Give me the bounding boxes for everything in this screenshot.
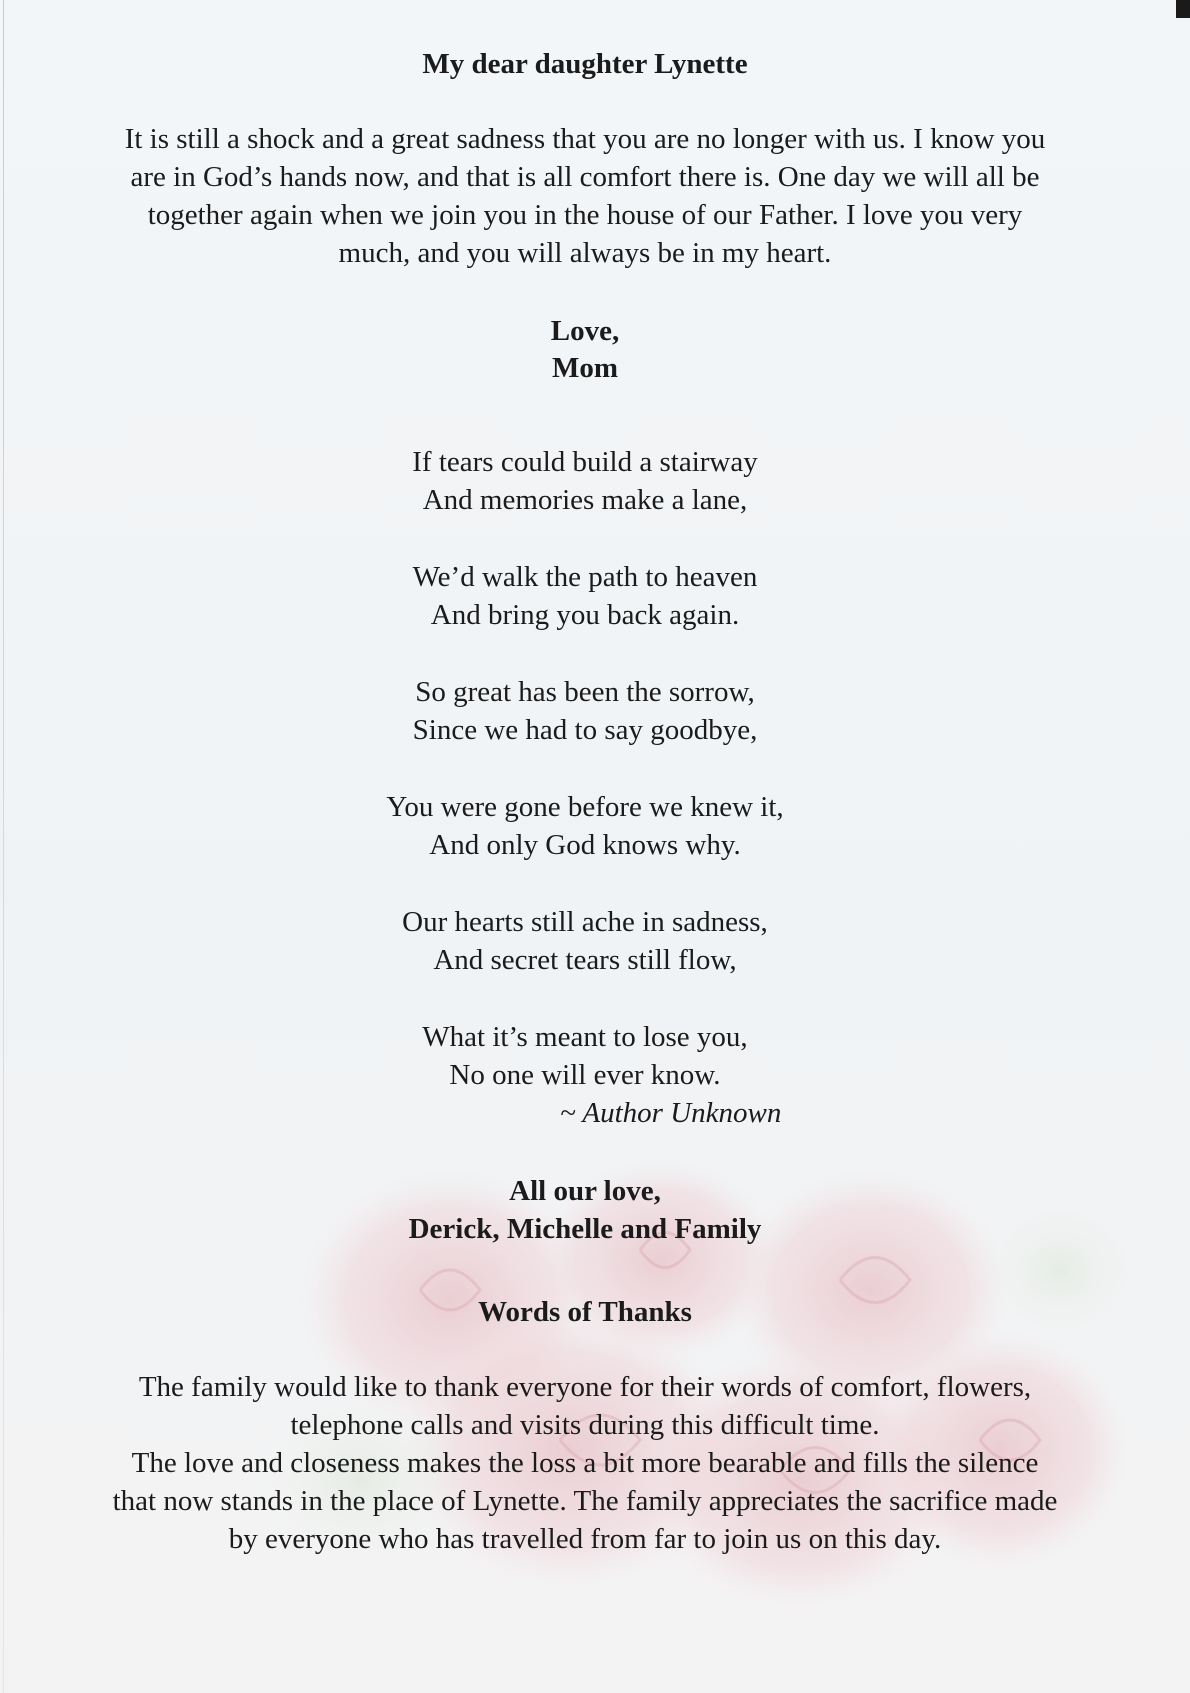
thanks-line: The family would like to thank everyone for their words of comfort, flowers,	[138, 1371, 1032, 1403]
thanks-title: Words of Thanks	[478, 1296, 692, 1328]
poem-line: What it’s meant to lose you,	[422, 1021, 748, 1053]
poem-line: No one will ever know.	[449, 1059, 721, 1091]
poem-stanza	[0, 1018, 1170, 1094]
thanks-body	[0, 1368, 1170, 1558]
letter-line: are in God’s hands now, and that is all comfort there is. One day we will all be	[130, 161, 1040, 193]
thanks-line: by everyone who has travelled from far to join us on this day.	[228, 1523, 942, 1555]
family-closing: All our love,	[509, 1175, 661, 1207]
poem-stanza	[0, 788, 1170, 864]
thanks-line: that now stands in the place of Lynette. The family appreciates the sacrifice made	[112, 1485, 1058, 1517]
poem-line: Since we had to say goodbye,	[412, 714, 758, 746]
poem-author: ~ Author Unknown	[560, 1097, 782, 1129]
poem-line: So great has been the sorrow,	[415, 676, 755, 708]
scan-corner-mark	[1176, 0, 1190, 18]
thanks-line: telephone calls and visits during this difficult time.	[290, 1409, 880, 1441]
poem-line: And bring you back again.	[430, 599, 740, 631]
poem-stanza	[0, 558, 1170, 634]
poem-line: We’d walk the path to heaven	[412, 561, 758, 593]
family-names: Derick, Michelle and Family	[408, 1213, 762, 1245]
poem-line: And secret tears still flow,	[433, 944, 737, 976]
letter-closing: Love,	[550, 315, 620, 347]
letter-body	[0, 120, 1170, 272]
letter-line: together again when we join you in the house of our Father. I love you very	[147, 199, 1023, 231]
poem-line: And memories make a lane,	[422, 484, 748, 516]
letter-line: much, and you will always be in my heart.	[338, 237, 832, 269]
letter-title: My dear daughter Lynette	[422, 48, 748, 80]
letter-line: It is still a shock and a great sadness that you are no longer with us. I know you	[124, 123, 1046, 155]
poem-line: You were gone before we knew it,	[386, 791, 784, 823]
thanks-line: The love and closeness makes the loss a bit more bearable and fills the silence	[131, 1447, 1039, 1479]
letter-signature: Mom	[551, 352, 619, 384]
poem-line: Our hearts still ache in sadness,	[402, 906, 768, 938]
poem-stanza	[0, 903, 1170, 979]
poem-line: And only God knows why.	[429, 829, 741, 861]
poem-stanza	[0, 673, 1170, 749]
poem-stanza	[0, 443, 1170, 519]
poem-line: If tears could build a stairway	[412, 446, 758, 478]
